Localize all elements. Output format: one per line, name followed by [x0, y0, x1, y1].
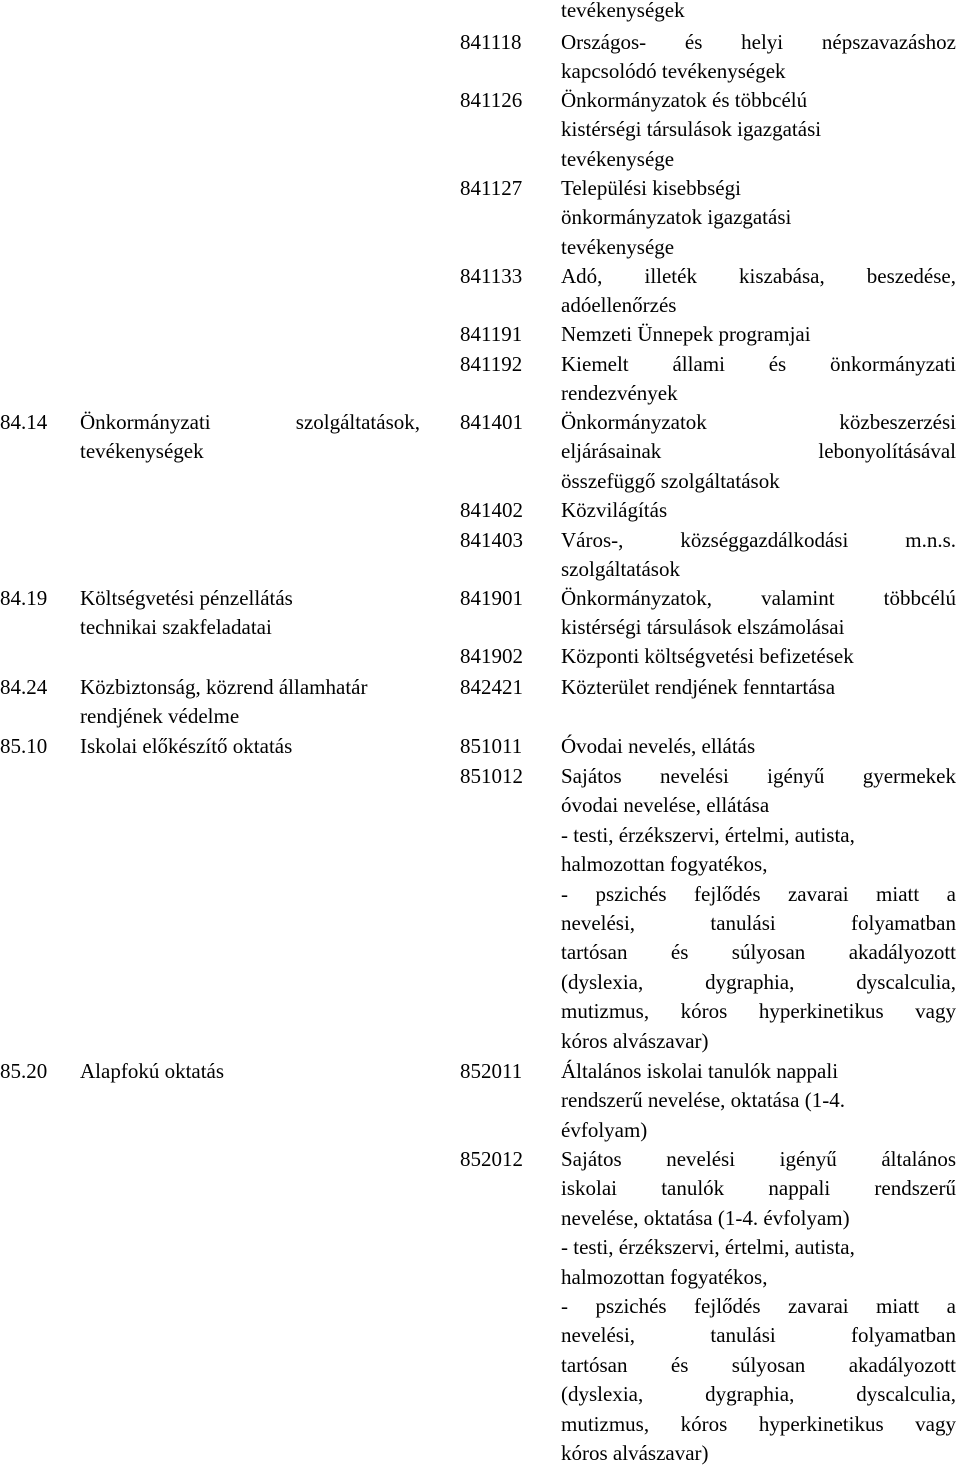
activity-description-line: Óvodai nevelés, ellátás: [561, 734, 756, 758]
activity-description: [561, 762, 956, 1056]
group-title: [80, 673, 420, 732]
activity-description-line: tevékenysége: [561, 146, 675, 171]
group-title-line: tevékenységek: [80, 439, 204, 464]
activity-description-line: önkormányzatok igazgatási: [561, 205, 792, 230]
activity-description: [561, 526, 956, 585]
activity-description-line: Települési kisebbségi: [561, 176, 741, 200]
activity-code: 841902: [460, 644, 523, 668]
activity-description-line: Önkormányzatok és többcélú: [561, 88, 808, 112]
activity-description-line: összefüggő szolgáltatások: [561, 468, 780, 493]
group-title: [80, 408, 420, 467]
activity-description-line: tevékenységek: [561, 0, 685, 22]
activity-code: 851011: [460, 734, 523, 758]
activity-description-line: kóros alvászavar): [561, 1028, 709, 1053]
activity-description: [561, 1057, 956, 1145]
activity-description-line: adóellenőrzés: [561, 293, 677, 318]
activity-code: 841402: [460, 498, 523, 522]
activity-code: 841133: [460, 264, 523, 288]
activity-description-line: nevelési, tanulási folyamatban: [561, 911, 956, 936]
group-title-line: Költségvetési pénzellátás: [80, 586, 293, 610]
activity-description-line: - pszichés fejlődés zavarai miatt a: [561, 1294, 956, 1319]
activity-code: 851012: [460, 764, 523, 788]
activity-code: 841126: [460, 88, 523, 112]
activity-description: [561, 1145, 956, 1468]
activity-description-line: halmozottan fogyatékos,: [561, 852, 768, 877]
activity-description-line: óvodai nevelése, ellátása: [561, 793, 770, 818]
activity-description-line: Nemzeti Ünnepek programjai: [561, 322, 811, 346]
group-title-line: Alapfokú oktatás: [80, 1059, 225, 1083]
group-title: [80, 1057, 420, 1086]
activity-description-line: Önkormányzatok, valamint többcélú: [561, 586, 956, 610]
activity-description-line: (dyslexia, dygraphia, dyscalculia,: [561, 969, 956, 994]
activity-code: 841191: [460, 322, 523, 346]
activity-description-line: Közvilágítás: [561, 498, 668, 522]
activity-description-line: évfolyam): [561, 1117, 648, 1142]
activity-description-line: Kiemelt állami és önkormányzati: [561, 352, 956, 376]
activity-code: 841118: [460, 30, 522, 54]
activity-description-line: Sajátos nevelési igényű gyermekek: [561, 764, 956, 788]
activity-description: [561, 86, 956, 174]
activity-description-line: Város-, községgazdálkodási m.n.s.: [561, 528, 956, 552]
activity-code: 841127: [460, 176, 523, 200]
activity-description: [561, 320, 956, 349]
activity-description-line: - testi, érzékszervi, értelmi, autista,: [561, 822, 855, 847]
activity-description-line: tartósan és súlyosan akadályozott: [561, 940, 956, 965]
activity-description: [561, 732, 956, 761]
activity-code: 841901: [460, 586, 523, 610]
group-title-line: technikai szakfeladatai: [80, 615, 272, 640]
activity-description-line: rendezvények: [561, 381, 678, 406]
activity-description-line: mutizmus, kóros hyperkinetikus vagy: [561, 1411, 956, 1436]
activity-description-line: rendszerű nevelése, oktatása (1-4.: [561, 1088, 845, 1113]
group-title-line: Közbiztonság, közrend államhatár: [80, 675, 368, 699]
activity-description-line: tevékenysége: [561, 234, 675, 259]
activity-description-line: szolgáltatások: [561, 557, 680, 582]
group-title-line: rendjének védelme: [80, 704, 240, 729]
activity-description: [561, 408, 956, 496]
activity-description-line: kistérségi társulások elszámolásai: [561, 615, 845, 640]
activity-description: [561, 496, 956, 525]
activity-description: [561, 642, 956, 671]
activity-description-line: Önkormányzatok közbeszerzési: [561, 410, 956, 434]
activity-description-line: - testi, érzékszervi, értelmi, autista,: [561, 1235, 855, 1260]
activity-code: 841192: [460, 352, 523, 376]
activity-description-line: nevelési, tanulási folyamatban: [561, 1323, 956, 1348]
group-code: 85.20: [0, 1059, 48, 1083]
activity-description: [561, 350, 956, 409]
activity-description-line: (dyslexia, dygraphia, dyscalculia,: [561, 1382, 956, 1407]
group-code: 84.14: [0, 410, 48, 434]
activity-description-line: eljárásainak lebonyolításával: [561, 439, 956, 464]
activity-description-line: nevelése, oktatása (1-4. évfolyam): [561, 1205, 850, 1230]
activity-code: 842421: [460, 675, 523, 699]
group-title-line: Iskolai előkészítő oktatás: [80, 734, 293, 758]
activity-description: [561, 584, 956, 643]
activity-description-line: tartósan és súlyosan akadályozott: [561, 1352, 956, 1377]
activity-description-line: Közterület rendjének fenntartása: [561, 675, 836, 699]
group-title: [80, 584, 420, 643]
activity-description-line: mutizmus, kóros hyperkinetikus vagy: [561, 999, 956, 1024]
group-code: 84.24: [0, 675, 48, 699]
activity-code: 841401: [460, 410, 523, 434]
activity-description: [561, 0, 956, 25]
activity-description-line: kóros alvászavar): [561, 1441, 709, 1466]
activity-description-line: iskolai tanulók nappali rendszerű: [561, 1176, 956, 1201]
activity-code: 841403: [460, 528, 523, 552]
activity-description-line: kistérségi társulások igazgatási: [561, 117, 822, 142]
activity-description-line: Sajátos nevelési igényű általános: [561, 1147, 956, 1171]
activity-description: [561, 174, 956, 262]
activity-description-line: Általános iskolai tanulók nappali: [561, 1059, 839, 1083]
activity-description: [561, 262, 956, 321]
activity-description-line: Központi költségvetési befizetések: [561, 644, 854, 668]
group-code: 85.10: [0, 734, 48, 758]
group-title-line: Önkormányzati szolgáltatások,: [80, 410, 420, 434]
activity-description-line: Országos- és helyi népszavazáshoz: [561, 30, 956, 54]
activity-description-line: - pszichés fejlődés zavarai miatt a: [561, 881, 956, 906]
activity-code: 852011: [460, 1059, 523, 1083]
activity-description-line: kapcsolódó tevékenységek: [561, 59, 786, 84]
activity-code: 852012: [460, 1147, 523, 1171]
activity-description-line: halmozottan fogyatékos,: [561, 1264, 768, 1289]
activity-description: [561, 28, 956, 87]
group-title: [80, 732, 420, 761]
activity-description: [561, 673, 956, 702]
activity-description-line: Adó, illeték kiszabása, beszedése,: [561, 264, 956, 288]
group-code: 84.19: [0, 586, 48, 610]
